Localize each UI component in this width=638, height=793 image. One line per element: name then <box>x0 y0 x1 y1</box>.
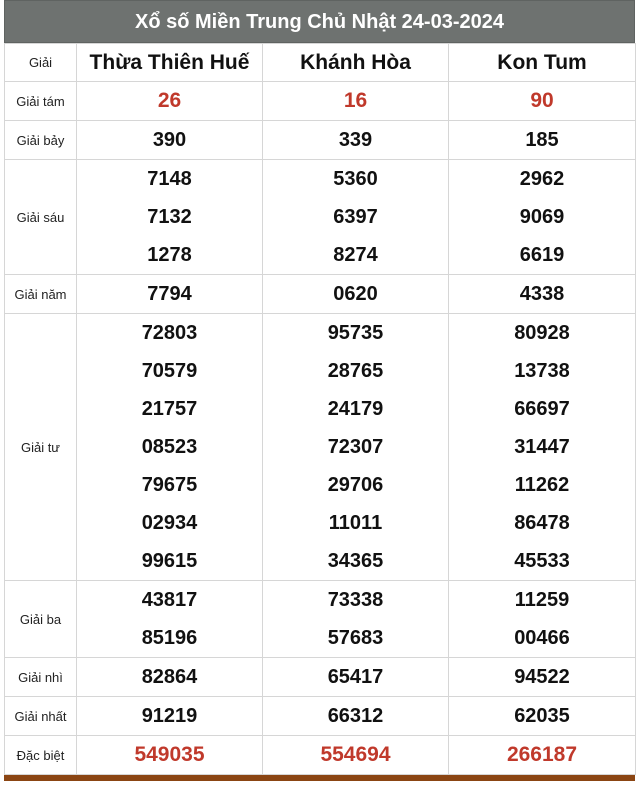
prize-cell <box>263 581 449 658</box>
winning-number: 31447 <box>514 436 570 458</box>
prize-cell <box>449 275 636 314</box>
winning-number: 21757 <box>141 398 198 420</box>
winning-number: 66697 <box>514 398 570 420</box>
prize-cell <box>449 736 636 775</box>
winning-number: 95735 <box>327 322 384 344</box>
prize-cell <box>77 160 263 275</box>
bottom-bar <box>4 775 635 781</box>
lottery-results <box>4 0 635 781</box>
prize-row <box>5 314 636 581</box>
province-name: Khánh Hòa <box>263 44 449 82</box>
winning-number: 72803 <box>141 322 198 344</box>
winning-number: 65417 <box>327 666 384 688</box>
winning-number: 554694 <box>320 743 391 766</box>
winning-number: 91219 <box>141 705 198 727</box>
winning-number: 08523 <box>141 436 198 458</box>
winning-number: 43817 <box>141 589 198 611</box>
prize-label: Đặc biệt <box>5 736 77 775</box>
prize-cell <box>77 275 263 314</box>
winning-number: 390 <box>152 129 187 151</box>
winning-number: 00466 <box>514 627 570 649</box>
winning-number: 9069 <box>519 206 565 228</box>
winning-number: 82864 <box>141 666 198 688</box>
prize-cell <box>77 82 263 121</box>
winning-number: 266187 <box>506 743 578 766</box>
results-table <box>4 43 636 775</box>
prize-row <box>5 160 636 275</box>
winning-number: 549035 <box>134 743 205 766</box>
prize-cell <box>263 82 449 121</box>
winning-number: 28765 <box>327 360 384 382</box>
winning-number: 90 <box>530 89 554 112</box>
winning-number: 86478 <box>514 512 570 534</box>
winning-number: 34365 <box>327 550 384 572</box>
prize-label: Giải bảy <box>5 121 77 160</box>
winning-number: 11011 <box>328 512 383 534</box>
prize-label: Giải sáu <box>5 160 77 275</box>
prize-cell <box>263 697 449 736</box>
province-name: Thừa Thiên Huế <box>77 44 263 82</box>
winning-number: 185 <box>525 129 559 151</box>
winning-number: 29706 <box>327 474 384 496</box>
winning-number: 7148 <box>147 168 192 190</box>
winning-number: 2962 <box>519 168 565 190</box>
winning-number: 7132 <box>147 206 192 228</box>
province-name: Kon Tum <box>449 44 636 82</box>
winning-number: 11259 <box>514 589 570 611</box>
prize-cell <box>449 82 636 121</box>
winning-number: 16 <box>343 89 368 112</box>
prize-cell <box>263 160 449 275</box>
winning-number: 6619 <box>519 244 565 266</box>
winning-number: 45533 <box>514 550 570 572</box>
prize-label: Giải tám <box>5 82 77 121</box>
winning-number: 11262 <box>514 474 570 496</box>
winning-number: 57683 <box>327 627 384 649</box>
winning-number: 73338 <box>327 589 384 611</box>
winning-number: 70579 <box>141 360 198 382</box>
prize-cell <box>77 658 263 697</box>
prize-label: Giải tư <box>5 314 77 581</box>
prize-cell <box>77 581 263 658</box>
page-title: Xổ số Miền Trung Chủ Nhật 24-03-2024 <box>4 0 635 43</box>
prize-cell <box>449 581 636 658</box>
winning-number: 85196 <box>141 627 198 649</box>
winning-number: 02934 <box>141 512 198 534</box>
prize-cell <box>77 697 263 736</box>
winning-number: 339 <box>338 129 373 151</box>
winning-number: 80928 <box>514 322 570 344</box>
prize-cell <box>449 121 636 160</box>
prize-label: Giải nhì <box>5 658 77 697</box>
winning-number: 24179 <box>327 398 384 420</box>
prize-row <box>5 736 636 775</box>
winning-number: 26 <box>157 89 182 112</box>
prize-row <box>5 275 636 314</box>
winning-number: 6397 <box>333 206 378 228</box>
prize-cell <box>449 160 636 275</box>
winning-number: 0620 <box>333 283 378 305</box>
prize-row <box>5 658 636 697</box>
winning-number: 7794 <box>147 283 192 305</box>
winning-number: 8274 <box>333 244 378 266</box>
prize-cell <box>77 736 263 775</box>
prize-cell <box>263 736 449 775</box>
prize-cell <box>263 121 449 160</box>
winning-number: 1278 <box>147 244 192 266</box>
prize-cell <box>449 314 636 581</box>
winning-number: 99615 <box>141 550 198 572</box>
winning-number: 72307 <box>327 436 384 458</box>
winning-number: 94522 <box>514 666 570 688</box>
winning-number: 4338 <box>519 283 565 305</box>
prize-cell <box>263 275 449 314</box>
prize-cell <box>77 314 263 581</box>
winning-number: 13738 <box>514 360 570 382</box>
prize-row <box>5 581 636 658</box>
province-header-row <box>5 44 636 82</box>
winning-number: 62035 <box>514 705 570 727</box>
prize-label: Giải ba <box>5 581 77 658</box>
prize-cell <box>449 697 636 736</box>
prize-label: Giải năm <box>5 275 77 314</box>
prize-column-header: Giải <box>5 44 77 82</box>
winning-number: 79675 <box>141 474 198 496</box>
prize-cell <box>263 314 449 581</box>
prize-rows <box>5 82 636 775</box>
winning-number: 5360 <box>333 168 378 190</box>
prize-cell <box>263 658 449 697</box>
prize-row <box>5 82 636 121</box>
prize-row <box>5 697 636 736</box>
prize-cell <box>449 658 636 697</box>
winning-number: 66312 <box>327 705 384 727</box>
prize-row <box>5 121 636 160</box>
prize-label: Giải nhất <box>5 697 77 736</box>
prize-cell <box>77 121 263 160</box>
